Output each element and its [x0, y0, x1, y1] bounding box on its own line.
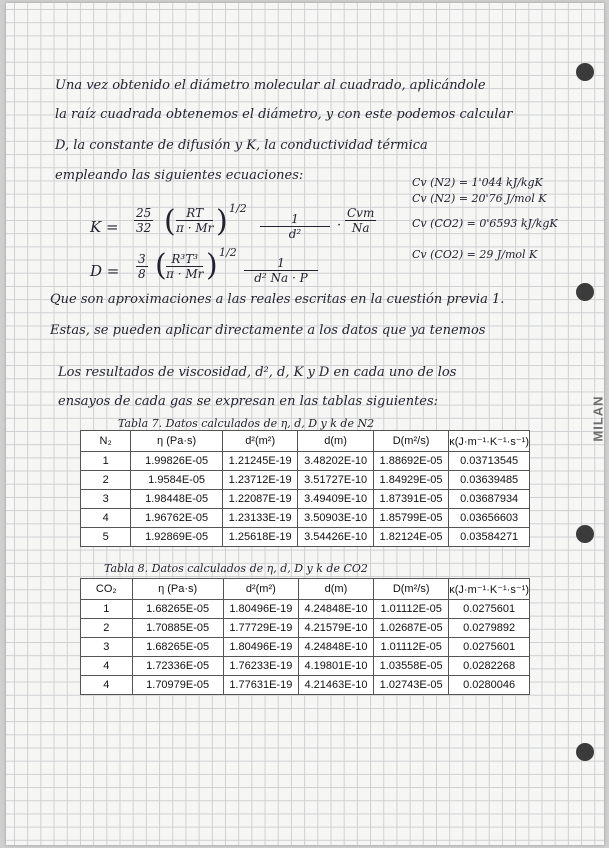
header-cell: d²(m²)	[223, 579, 298, 600]
table8-caption: Tabla 8. Datos calculados de η, d, D y k de CO2	[104, 562, 368, 575]
binder-hole	[576, 743, 594, 761]
table-row: 4 1.70979E-05 1.77631E-19 4.21463E-10 1.02743E-05 0.0280046	[81, 676, 530, 695]
paragraph-line: D, la constante de difusión y K, la conductividad térmica	[55, 138, 428, 153]
header-cell: d²(m²)	[222, 431, 297, 452]
table7-caption: Tabla 7. Datos calculados de η, d, D y k de N2	[118, 417, 375, 430]
table-row: 4 1.96762E-05 1.23133E-19 3.50903E-10 1.85799E-05 0.03656603	[81, 509, 530, 528]
header-cell: d(m)	[298, 579, 373, 600]
header-cell: D(m²/s)	[373, 431, 448, 452]
brand-label: MILAN	[590, 395, 606, 442]
binder-hole	[576, 283, 594, 301]
paragraph-line: ensayos de cada gas se expresan en las tablas siguientes:	[58, 394, 439, 409]
table-row: 5 1.92869E-05 1.25618E-19 3.54426E-10 1.82124E-05 0.03584271	[81, 528, 530, 547]
table-header-row	[81, 431, 530, 452]
cv-note: Cv (CO2) = 29 J/mol K	[412, 248, 538, 261]
cv-note: Cv (CO2) = 0'6593 kJ/kgK	[412, 217, 558, 230]
header-cell: D(m²/s)	[374, 579, 449, 600]
table-row: 1 1.99826E-05 1.21245E-19 3.48202E-10 1.88692E-05 0.03713545	[81, 452, 530, 471]
paragraph-line: Los resultados de viscosidad, d², d, K y D en cada uno de los	[58, 365, 457, 380]
table-row: 2 1.70885E-05 1.77729E-19 4.21579E-10 1.02687E-05 0.0279892	[81, 619, 530, 638]
binder-hole	[576, 63, 594, 81]
header-cell: κ(J·m⁻¹·K⁻¹·s⁻¹)	[449, 579, 530, 600]
header-cell: κ(J·m⁻¹·K⁻¹·s⁻¹)	[449, 431, 530, 452]
paragraph-line: la raíz cuadrada obtenemos el diámetro, y con este podemos calcular	[55, 107, 513, 122]
table-8	[80, 578, 530, 695]
header-cell: η (Pa·s)	[131, 431, 223, 452]
table-row: 2 1.9584E-05 1.23712E-19 3.51727E-10 1.84929E-05 0.03639485	[81, 471, 530, 490]
binder-hole	[576, 525, 594, 543]
header-cell: CO₂	[81, 579, 133, 600]
paragraph-line: Estas, se pueden aplicar directamente a los datos que ya tenemos	[50, 323, 486, 338]
paragraph-line: Que son aproximaciones a las reales escritas en la cuestión previa 1.	[50, 292, 505, 307]
table-row: 3 1.68265E-05 1.80496E-19 4.24848E-10 1.01112E-05 0.0275601	[81, 638, 530, 657]
paragraph-line: empleando las siguientes ecuaciones:	[55, 168, 304, 183]
paragraph-line: Una vez obtenido el diámetro molecular al cuadrado, aplicándole	[55, 78, 486, 93]
table-7	[80, 430, 530, 547]
cv-note: Cv (N2) = 1'044 kJ/kgK	[412, 176, 543, 189]
header-cell: d(m)	[298, 431, 373, 452]
table-header-row	[81, 579, 530, 600]
table-row: 3 1.98448E-05 1.22087E-19 3.49409E-10 1.87391E-05 0.03687934	[81, 490, 530, 509]
cv-note: Cv (N2) = 20'76 J/mol K	[412, 192, 547, 205]
header-cell: η (Pa·s)	[132, 579, 223, 600]
table-row: 1 1.68265E-05 1.80496E-19 4.24848E-10 1.01112E-05 0.0275601	[81, 600, 530, 619]
header-cell: N₂	[81, 431, 131, 452]
table-row: 4 1.72336E-05 1.76233E-19 4.19801E-10 1.03558E-05 0.0282268	[81, 657, 530, 676]
